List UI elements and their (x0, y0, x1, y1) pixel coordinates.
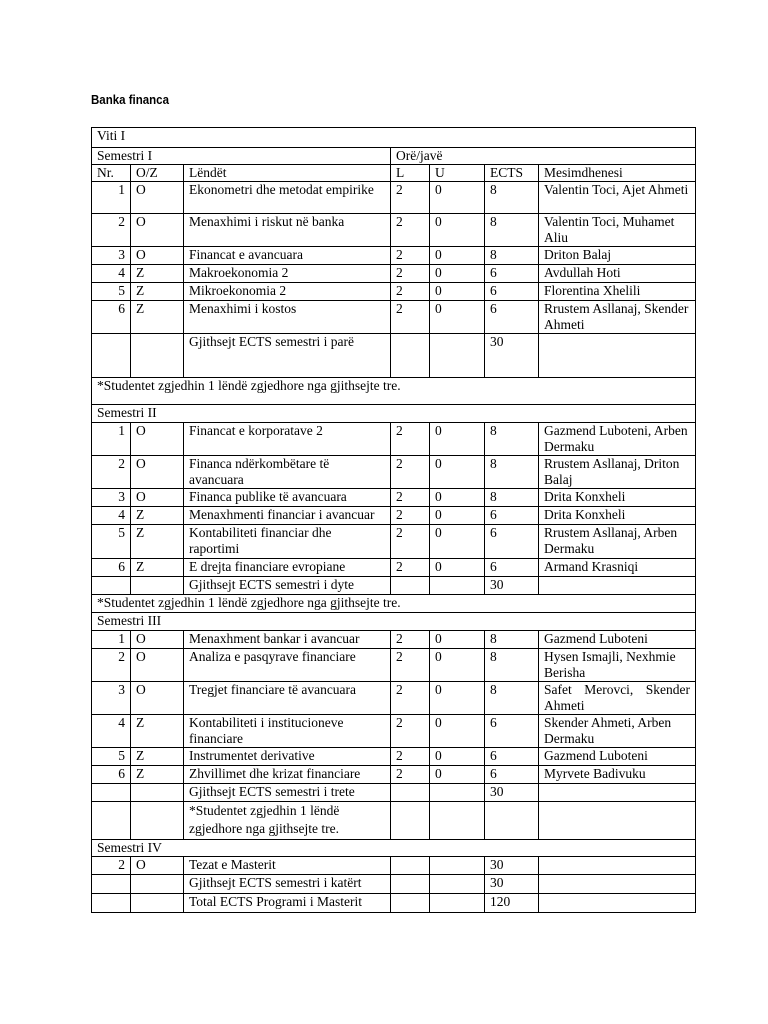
row-u: 0 (430, 766, 485, 784)
row-nr: 2 (92, 456, 131, 489)
row-ects: 6 (485, 559, 539, 577)
row-nr: 1 (92, 423, 131, 456)
row-ects: 8 (485, 214, 539, 247)
row-subject: Tezat e Masterit (184, 857, 391, 875)
column-header-row (92, 165, 696, 182)
table-row (92, 182, 696, 214)
row-u: 0 (430, 489, 485, 507)
row-teacher: Avdullah Hoti (539, 265, 696, 283)
header-ects: ECTS (485, 165, 539, 182)
row-u: 0 (430, 559, 485, 577)
row-oz: O (131, 182, 184, 214)
table-row (92, 456, 696, 489)
row-oz: O (131, 631, 184, 649)
row-ects: 8 (485, 182, 539, 214)
elective-note: *Studentet zgjedhin 1 lëndë zgjedhore nga gjithsejte tre. (184, 802, 391, 840)
table-row (92, 265, 696, 283)
semester-header-row (92, 148, 696, 165)
row-u: 0 (430, 265, 485, 283)
table-row (92, 423, 696, 456)
row-ects: 6 (485, 525, 539, 559)
row-oz: Z (131, 715, 184, 748)
hours-label: Orë/javë (391, 148, 696, 165)
row-subject: Menaxhment bankar i avancuar (184, 631, 391, 649)
table-row (92, 682, 696, 715)
row-oz: Z (131, 748, 184, 766)
row-u: 0 (430, 507, 485, 525)
row-l: 2 (391, 301, 430, 334)
row-ects: 6 (485, 265, 539, 283)
row-teacher: Valentin Toci, Muhamet Aliu (539, 214, 696, 247)
table-row (92, 507, 696, 525)
row-nr: 2 (92, 214, 131, 247)
row-oz: O (131, 214, 184, 247)
row-nr: 3 (92, 489, 131, 507)
row-nr: 6 (92, 559, 131, 577)
semester-title: Semestri I (92, 148, 391, 165)
row-ects: 8 (485, 423, 539, 456)
header-subject: Lëndët (184, 165, 391, 182)
row-subject: E drejta financiare evropiane (184, 559, 391, 577)
table-row (92, 649, 696, 682)
row-teacher: Rrustem Asllanaj, Driton Balaj (539, 456, 696, 489)
row-u: 0 (430, 649, 485, 682)
row-teacher: Gazmend Luboteni (539, 631, 696, 649)
note-row (92, 595, 696, 613)
row-teacher: Drita Konxheli (539, 507, 696, 525)
row-ects: 8 (485, 682, 539, 715)
row-nr: 6 (92, 301, 131, 334)
semester-title: Semestri III (92, 613, 696, 631)
row-teacher: Armand Krasniqi (539, 559, 696, 577)
row-teacher: Valentin Toci, Ajet Ahmeti (539, 182, 696, 214)
row-u: 0 (430, 525, 485, 559)
header-teacher: Mesimdhenesi (539, 165, 696, 182)
row-subject: Financa ndërkombëtare të avancuara (184, 456, 391, 489)
row-subject: Mikroekonomia 2 (184, 283, 391, 301)
table-row (92, 766, 696, 784)
row-subject: Ekonometri dhe metodat empirike (184, 182, 391, 214)
table-row (92, 748, 696, 766)
header-nr: Nr. (92, 165, 131, 182)
row-teacher: Drita Konxheli (539, 489, 696, 507)
row-nr: 1 (92, 631, 131, 649)
row-u (430, 857, 485, 875)
elective-note: *Studentet zgjedhin 1 lëndë zgjedhore nga gjithsejte tre. (92, 378, 696, 405)
row-l: 2 (391, 649, 430, 682)
semester-header-row (92, 613, 696, 631)
row-teacher: Driton Balaj (539, 247, 696, 265)
row-ects: 6 (485, 715, 539, 748)
total-row (92, 577, 696, 595)
row-subject: Financa publike të avancuara (184, 489, 391, 507)
row-nr: 5 (92, 283, 131, 301)
row-l: 2 (391, 682, 430, 715)
table-row (92, 857, 696, 875)
document-title: Banka financa (91, 93, 169, 107)
row-l: 2 (391, 456, 430, 489)
total-row (92, 334, 696, 378)
row-nr: 5 (92, 748, 131, 766)
row-subject: Analiza e pasqyrave financiare (184, 649, 391, 682)
row-teacher: Rrustem Asllanaj, Arben Dermaku (539, 525, 696, 559)
row-u: 0 (430, 631, 485, 649)
row-ects: 8 (485, 631, 539, 649)
row-l: 2 (391, 283, 430, 301)
note-row (92, 378, 696, 405)
row-subject: Financat e avancuara (184, 247, 391, 265)
row-nr: 2 (92, 857, 131, 875)
row-oz: Z (131, 301, 184, 334)
row-subject: Kontabiliteti i institucioneve financiare (184, 715, 391, 748)
year-row (92, 128, 696, 148)
row-l: 2 (391, 247, 430, 265)
row-teacher (539, 857, 696, 875)
row-u: 0 (430, 423, 485, 456)
row-subject: Tregjet financiare të avancuara (184, 682, 391, 715)
total-label: Gjithsejt ECTS semestri i dyte (184, 577, 391, 595)
row-oz: O (131, 247, 184, 265)
row-oz: Z (131, 559, 184, 577)
elective-note: *Studentet zgjedhin 1 lëndë zgjedhore nga gjithsejte tre. (92, 595, 696, 613)
row-u: 0 (430, 214, 485, 247)
table-row (92, 283, 696, 301)
semester-header-row (92, 405, 696, 423)
row-nr: 4 (92, 715, 131, 748)
row-teacher: Myrvete Badivuku (539, 766, 696, 784)
row-oz: Z (131, 525, 184, 559)
row-teacher: Safet Merovci, Skender Ahmeti (539, 682, 696, 715)
total-row (92, 784, 696, 802)
row-teacher: Rrustem Asllanaj, Skender Ahmeti (539, 301, 696, 334)
row-teacher: Gazmend Luboteni (539, 748, 696, 766)
header-oz: O/Z (131, 165, 184, 182)
row-subject: Menaxhimi i riskut në banka (184, 214, 391, 247)
row-l: 2 (391, 423, 430, 456)
row-oz: Z (131, 507, 184, 525)
row-oz: Z (131, 283, 184, 301)
row-u: 0 (430, 182, 485, 214)
row-l: 2 (391, 715, 430, 748)
row-subject: Menaxhmenti financiar i avancuar (184, 507, 391, 525)
row-ects: 8 (485, 456, 539, 489)
row-u: 0 (430, 456, 485, 489)
row-nr: 3 (92, 682, 131, 715)
semester-title: Semestri II (92, 405, 696, 423)
row-teacher: Skender Ahmeti, Arben Dermaku (539, 715, 696, 748)
row-oz: Z (131, 265, 184, 283)
row-ects: 6 (485, 301, 539, 334)
table-row (92, 715, 696, 748)
row-ects: 6 (485, 748, 539, 766)
curriculum-table (91, 127, 696, 913)
row-oz: Z (131, 766, 184, 784)
total-label: Gjithsejt ECTS semestri i parë (184, 334, 391, 378)
row-l: 2 (391, 182, 430, 214)
row-subject: Makroekonomia 2 (184, 265, 391, 283)
table-row (92, 489, 696, 507)
row-subject: Financat e korporatave 2 (184, 423, 391, 456)
program-total-label: Total ECTS Programi i Masterit (184, 894, 391, 913)
row-ects: 6 (485, 507, 539, 525)
row-oz: O (131, 423, 184, 456)
row-ects: 6 (485, 283, 539, 301)
row-u: 0 (430, 748, 485, 766)
row-l: 2 (391, 489, 430, 507)
row-ects: 8 (485, 247, 539, 265)
row-nr: 3 (92, 247, 131, 265)
row-subject: Instrumentet derivative (184, 748, 391, 766)
table-row (92, 247, 696, 265)
total-label: Gjithsejt ECTS semestri i katërt (184, 875, 391, 894)
row-nr: 1 (92, 182, 131, 214)
row-oz: O (131, 489, 184, 507)
row-l: 2 (391, 559, 430, 577)
row-nr: 2 (92, 649, 131, 682)
header-u: U (430, 165, 485, 182)
row-ects: 30 (485, 857, 539, 875)
row-u: 0 (430, 247, 485, 265)
row-u: 0 (430, 715, 485, 748)
total-row (92, 875, 696, 894)
semester-header-row (92, 840, 696, 857)
row-oz: O (131, 682, 184, 715)
total-ects: 30 (485, 334, 539, 378)
row-nr: 5 (92, 525, 131, 559)
row-u: 0 (430, 301, 485, 334)
table-row (92, 525, 696, 559)
row-u: 0 (430, 682, 485, 715)
program-total-row (92, 894, 696, 913)
total-ects: 30 (485, 875, 539, 894)
row-teacher: Hysen Ismajli, Nexhmie Berisha (539, 649, 696, 682)
row-subject: Zhvillimet dhe krizat financiare (184, 766, 391, 784)
row-l: 2 (391, 507, 430, 525)
row-subject: Menaxhimi i kostos (184, 301, 391, 334)
row-oz: O (131, 456, 184, 489)
total-label: Gjithsejt ECTS semestri i trete (184, 784, 391, 802)
table-row (92, 301, 696, 334)
table-row (92, 559, 696, 577)
row-ects: 6 (485, 766, 539, 784)
row-nr: 6 (92, 766, 131, 784)
row-subject: Kontabiliteti financiar dhe raportimi (184, 525, 391, 559)
note-row (92, 802, 696, 840)
row-ects: 8 (485, 649, 539, 682)
row-l: 2 (391, 631, 430, 649)
table-row (92, 631, 696, 649)
row-oz: O (131, 857, 184, 875)
row-l: 2 (391, 214, 430, 247)
table-row (92, 214, 696, 247)
row-l: 2 (391, 766, 430, 784)
row-ects: 8 (485, 489, 539, 507)
row-l (391, 857, 430, 875)
semester-title: Semestri IV (92, 840, 696, 857)
row-teacher: Florentina Xhelili (539, 283, 696, 301)
total-ects: 30 (485, 784, 539, 802)
row-l: 2 (391, 265, 430, 283)
row-nr: 4 (92, 265, 131, 283)
row-l: 2 (391, 525, 430, 559)
year-label: Viti I (92, 128, 696, 148)
row-teacher: Gazmend Luboteni, Arben Dermaku (539, 423, 696, 456)
program-total-ects: 120 (485, 894, 539, 913)
row-l: 2 (391, 748, 430, 766)
row-oz: O (131, 649, 184, 682)
header-l: L (391, 165, 430, 182)
total-ects: 30 (485, 577, 539, 595)
row-u: 0 (430, 283, 485, 301)
row-nr: 4 (92, 507, 131, 525)
